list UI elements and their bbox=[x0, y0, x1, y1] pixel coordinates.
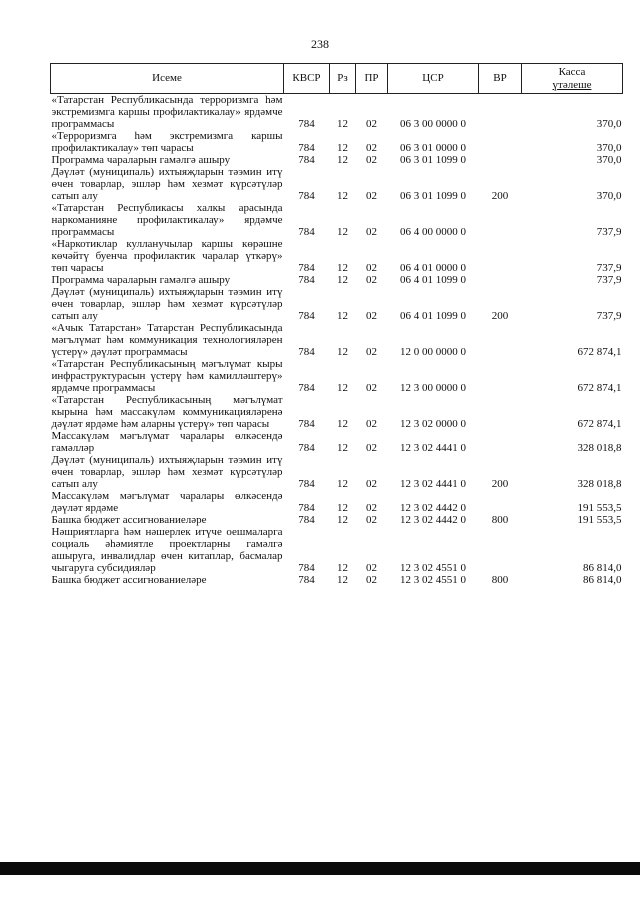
row-pr: 02 bbox=[366, 478, 377, 490]
row-sum: 86 814,0 bbox=[583, 562, 622, 574]
row-sum: 191 553,5 bbox=[577, 514, 622, 526]
row-name: Дәүләт (муниципаль) ихтыяҗларын тәэмин итү өчен товарлар, эшләр һәм хезмәт күрсәтүләр сатып алу bbox=[51, 286, 283, 322]
row-vr bbox=[479, 94, 522, 131]
row-name: Массакүләм мәгълүмат чаралары өлкәсендә гамәлләр bbox=[51, 430, 283, 454]
row-kvsr: 784 bbox=[298, 310, 315, 322]
row-name: «Татарстан Республикасы халкы арасында наркоманияне профилактикалау» ярдәмче программасы bbox=[51, 202, 283, 238]
row-kvsr: 784 bbox=[298, 562, 315, 574]
row-sum: 737,9 bbox=[596, 262, 622, 274]
row-pr: 02 bbox=[366, 382, 377, 394]
row-sum: 328 018,8 bbox=[577, 442, 622, 454]
row-kvsr: 784 bbox=[298, 190, 315, 202]
table-row bbox=[51, 490, 623, 514]
row-vr: 200 bbox=[491, 190, 509, 202]
row-csr: 12 3 02 4442 0 bbox=[400, 514, 466, 526]
header-sum-line1: Касса bbox=[558, 65, 586, 78]
table-row bbox=[51, 322, 623, 358]
header-rz: Рз bbox=[330, 64, 356, 94]
table-row bbox=[51, 286, 623, 322]
row-pr: 02 bbox=[366, 514, 377, 526]
row-csr: 06 3 01 1099 0 bbox=[400, 190, 466, 202]
row-kvsr: 784 bbox=[298, 418, 315, 430]
row-sum: 672 874,1 bbox=[577, 382, 622, 394]
row-vr: 800 bbox=[491, 574, 509, 586]
row-vr: 800 bbox=[491, 514, 509, 526]
row-csr: 12 3 00 0000 0 bbox=[400, 382, 466, 394]
table-row bbox=[51, 394, 623, 430]
row-vr bbox=[479, 130, 522, 154]
row-vr bbox=[479, 490, 522, 514]
row-kvsr: 784 bbox=[298, 274, 315, 286]
row-csr: 06 4 01 1099 0 bbox=[400, 310, 466, 322]
table-row bbox=[51, 526, 623, 574]
header-vr: ВР bbox=[479, 64, 522, 94]
row-kvsr: 784 bbox=[298, 118, 315, 130]
row-pr: 02 bbox=[366, 142, 377, 154]
row-pr: 02 bbox=[366, 502, 377, 514]
row-name: Башка бюджет ассигнованиеләре bbox=[51, 514, 207, 526]
table-row bbox=[51, 94, 623, 131]
row-pr: 02 bbox=[366, 262, 377, 274]
row-vr bbox=[479, 238, 522, 274]
row-sum: 86 814,0 bbox=[583, 574, 622, 586]
table-row bbox=[51, 274, 623, 286]
row-vr: 200 bbox=[491, 478, 509, 490]
row-csr: 12 3 02 4442 0 bbox=[400, 502, 466, 514]
budget-table bbox=[50, 63, 623, 586]
header-csr: ЦСР bbox=[388, 64, 479, 94]
row-pr: 02 bbox=[366, 310, 377, 322]
row-pr: 02 bbox=[366, 418, 377, 430]
row-vr bbox=[479, 526, 522, 574]
row-sum: 370,0 bbox=[596, 154, 622, 166]
row-csr: 06 3 00 0000 0 bbox=[400, 118, 466, 130]
table-row bbox=[51, 130, 623, 154]
row-kvsr: 784 bbox=[298, 574, 315, 586]
row-kvsr: 784 bbox=[298, 382, 315, 394]
row-vr bbox=[479, 202, 522, 238]
row-vr bbox=[479, 394, 522, 430]
row-vr bbox=[479, 322, 522, 358]
row-name: Программа чараларын гамәлгә ашыру bbox=[51, 154, 231, 166]
row-csr: 12 3 02 4441 0 bbox=[400, 478, 466, 490]
row-pr: 02 bbox=[366, 118, 377, 130]
row-kvsr: 784 bbox=[298, 142, 315, 154]
row-name: Массакүләм мәгълүмат чаралары өлкәсендә дәүләт ярдәме bbox=[51, 490, 283, 514]
table-row bbox=[51, 166, 623, 202]
row-vr bbox=[479, 154, 522, 166]
row-csr: 12 3 02 4441 0 bbox=[400, 442, 466, 454]
row-name: Нәшриятларга һәм нәшерлек итүче оешмаларга социаль әһәмиятле проектларны гамәлгә ашыруга, инвалидлар өчен китаплар, басмалар чыгаруга субсидияләр bbox=[51, 526, 283, 574]
row-rz: 12 bbox=[337, 478, 348, 490]
table-row bbox=[51, 454, 623, 490]
row-kvsr: 784 bbox=[298, 226, 315, 238]
row-sum: 737,9 bbox=[596, 310, 622, 322]
table-row bbox=[51, 430, 623, 454]
header-pr: ПР bbox=[356, 64, 388, 94]
row-pr: 02 bbox=[366, 574, 377, 586]
header-sum bbox=[522, 64, 623, 94]
row-sum: 737,9 bbox=[596, 226, 622, 238]
row-name: Дәүләт (муниципаль) ихтыяҗларын тәэмин итү өчен товарлар, эшләр һәм хезмәт күрсәтүләр сатып алу bbox=[51, 454, 283, 490]
row-rz: 12 bbox=[337, 274, 348, 286]
row-pr: 02 bbox=[366, 442, 377, 454]
row-pr: 02 bbox=[366, 154, 377, 166]
row-sum: 672 874,1 bbox=[577, 418, 622, 430]
table-row bbox=[51, 202, 623, 238]
table-header-row bbox=[51, 64, 623, 94]
row-csr: 12 0 00 0000 0 bbox=[400, 346, 466, 358]
row-csr: 06 4 01 1099 0 bbox=[400, 274, 466, 286]
row-sum: 370,0 bbox=[596, 142, 622, 154]
row-kvsr: 784 bbox=[298, 346, 315, 358]
row-kvsr: 784 bbox=[298, 514, 315, 526]
row-sum: 191 553,5 bbox=[577, 502, 622, 514]
row-name: Программа чараларын гамәлгә ашыру bbox=[51, 274, 231, 286]
page-number: 238 bbox=[311, 37, 329, 51]
row-name: «Ачык Татарстан» Татарстан Республикасында мәгълүмат һәм коммуникация технологияләрен үстерү» дәүләт программасы bbox=[51, 322, 283, 358]
row-rz: 12 bbox=[337, 514, 348, 526]
row-csr: 06 3 01 0000 0 bbox=[400, 142, 466, 154]
row-name: «Наркотиклар кулланучылар каршы көрәшне көчәйтү буенча профилактик чаралар үткәрү» төп чарасы bbox=[51, 238, 283, 274]
row-pr: 02 bbox=[366, 346, 377, 358]
row-sum: 370,0 bbox=[596, 190, 622, 202]
table-row bbox=[51, 514, 623, 526]
table-row bbox=[51, 238, 623, 274]
row-csr: 12 3 02 4551 0 bbox=[400, 574, 466, 586]
row-kvsr: 784 bbox=[298, 478, 315, 490]
row-csr: 06 4 00 0000 0 bbox=[400, 226, 466, 238]
row-sum: 672 874,1 bbox=[577, 346, 622, 358]
row-rz: 12 bbox=[337, 418, 348, 430]
row-name: Башка бюджет ассигнованиеләре bbox=[51, 574, 207, 586]
row-pr: 02 bbox=[366, 190, 377, 202]
row-sum: 328 018,8 bbox=[577, 478, 622, 490]
row-csr: 06 4 01 0000 0 bbox=[400, 262, 466, 274]
row-rz: 12 bbox=[337, 190, 348, 202]
row-rz: 12 bbox=[337, 118, 348, 130]
row-kvsr: 784 bbox=[298, 502, 315, 514]
header-kvsr: КВСР bbox=[284, 64, 330, 94]
row-rz: 12 bbox=[337, 262, 348, 274]
row-sum: 737,9 bbox=[596, 274, 622, 286]
row-rz: 12 bbox=[337, 382, 348, 394]
scan-bottom-bar bbox=[0, 862, 640, 875]
row-rz: 12 bbox=[337, 574, 348, 586]
row-pr: 02 bbox=[366, 274, 377, 286]
row-vr bbox=[479, 430, 522, 454]
row-csr: 12 3 02 0000 0 bbox=[400, 418, 466, 430]
row-rz: 12 bbox=[337, 226, 348, 238]
row-vr: 200 bbox=[491, 310, 509, 322]
row-vr bbox=[479, 358, 522, 394]
row-csr: 12 3 02 4551 0 bbox=[400, 562, 466, 574]
row-rz: 12 bbox=[337, 310, 348, 322]
row-csr: 06 3 01 1099 0 bbox=[400, 154, 466, 166]
row-rz: 12 bbox=[337, 154, 348, 166]
row-kvsr: 784 bbox=[298, 154, 315, 166]
row-pr: 02 bbox=[366, 226, 377, 238]
header-sum-line2: үтәлеше bbox=[552, 78, 592, 91]
row-kvsr: 784 bbox=[298, 442, 315, 454]
row-name: «Татарстан Республикасында терроризмга һәм экстремизмга каршы профилактикалау» ярдәмче программасы bbox=[51, 94, 283, 130]
row-rz: 12 bbox=[337, 502, 348, 514]
row-name: Дәүләт (муниципаль) ихтыяҗларын тәэмин итү өчен товарлар, эшләр һәм хезмәт күрсәтүләр сатып алу bbox=[51, 166, 283, 202]
row-name: «Татарстан Республикасының мәгълүмат кыры инфраструктурасын үстерү һәм камилләштерү» ярдәмче программасы bbox=[51, 358, 283, 394]
row-kvsr: 784 bbox=[298, 262, 315, 274]
row-rz: 12 bbox=[337, 562, 348, 574]
row-name: «Терроризмга һәм экстремизмга каршы профилактикалау» төп чарасы bbox=[51, 130, 283, 154]
table-row bbox=[51, 574, 623, 586]
row-sum: 370,0 bbox=[596, 118, 622, 130]
table-body bbox=[51, 94, 623, 587]
table-row bbox=[51, 154, 623, 166]
row-vr bbox=[479, 274, 522, 286]
row-name: «Татарстан Республикасының мәгълүмат кырына һәм массакүләм коммуникацияләренә дәүләт ярдәме һәм аларны үстерү» төп чарасы bbox=[51, 394, 283, 430]
header-name: Исеме bbox=[51, 64, 284, 94]
row-pr: 02 bbox=[366, 562, 377, 574]
row-rz: 12 bbox=[337, 442, 348, 454]
row-rz: 12 bbox=[337, 346, 348, 358]
row-rz: 12 bbox=[337, 142, 348, 154]
table-row bbox=[51, 358, 623, 394]
